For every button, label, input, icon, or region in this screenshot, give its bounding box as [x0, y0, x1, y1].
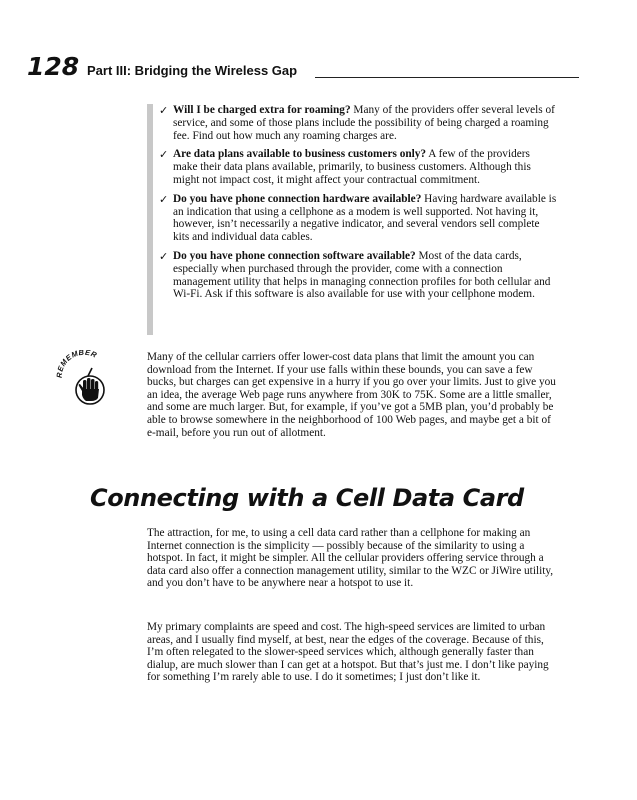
page-number: 128	[27, 52, 80, 81]
checklist-answer: Many of the providers offer several levels of service, and some of those plans include the possibility of being charged a roaming fee. Find out how much any roaming charges are.	[173, 104, 555, 142]
remember-icon-label: REMEMBER	[54, 350, 99, 379]
checklist-question: Do you have phone connection hardware available?	[173, 192, 422, 205]
remember-string-icon	[88, 368, 92, 376]
section-heading: Connecting with a Cell Data Card	[90, 484, 524, 512]
checklist-item	[159, 104, 557, 142]
question-checklist	[147, 104, 557, 339]
sidebar-shade-bar	[147, 104, 153, 335]
body-paragraph: My primary complaints are speed and cost. The high-speed services are limited to urban areas, and I usually find myself, at best, near the edges of the coverage. Because of this, I’m often relegated to the slower-speed services which, although generally faster than dialup, are much slower than I can get at a hotspot. But that’s just me. I don’t like paying for something I’m rarely able to use. I do it sometimes; I just don’t like it.	[147, 621, 549, 684]
checklist-question: Are data plans available to business customers only?	[173, 148, 427, 161]
checklist-item	[159, 250, 557, 301]
checkmark-icon: ✓	[159, 192, 169, 206]
remember-note: Many of the cellular carriers offer lower-cost data plans that limit the amount you can download from the Internet. If your use falls within these bounds, you can save a few bucks, but charges can get expensive in a hurry if you go over your limits. Just to give you an idea, the average Web page runs anywhere from 30K to 75K. Some are a little smaller, and some are much larger. But, for example, if you’ve got a 5MB plan, you’d probably be able to browse somewhere in the neighborhood of 100 Web pages, and maybe get a bit of e-mail, before you run out of allotment.	[147, 351, 556, 439]
remember-icon	[52, 350, 112, 408]
checklist-item	[159, 148, 557, 186]
checklist-question: Will I be charged extra for roaming?	[173, 104, 351, 116]
checkmark-icon: ✓	[159, 148, 169, 162]
checklist-item	[159, 193, 557, 244]
part-title: Part III: Bridging the Wireless Gap	[87, 63, 298, 78]
checklist-question: Do you have phone connection software available?	[173, 249, 416, 262]
checklist-answer: Having hardware available is an indication that using a cellphone as a modem is well supported. Not having it, however, isn’t necessarily a negative indicator, and several vendors sell complete kits and individual data cables.	[173, 192, 557, 244]
checkmark-icon: ✓	[159, 249, 169, 263]
body-paragraph: The attraction, for me, to using a cell data card rather than a cellphone for making an Internet connection is the simplicity — possibly because of the similarity to using a hotspot. In fact, it might be simpler. All the cellular providers offering service through a data card also offer a connection management utility, similar to the WZC or JiWire utility, and you don’t have to be anywhere near a hotspot to use it.	[147, 527, 554, 590]
svg-text:REMEMBER	[55, 350, 99, 378]
checklist-answer: Most of the data cards, especially when purchased through the provider, come with a connection management utility that helps in managing connection profiles for both cellular and Wi-Fi. Ask if this software is also available for use with your cellphone modem.	[173, 249, 551, 301]
running-header	[27, 52, 552, 81]
checklist-answer: A few of the providers make their data plans available, primarily, to business customers. Although this might not impact cost, it might affect your contractual commitment.	[173, 148, 531, 186]
header-rule	[315, 77, 579, 78]
checkmark-icon: ✓	[159, 104, 169, 117]
checklist	[159, 104, 557, 307]
